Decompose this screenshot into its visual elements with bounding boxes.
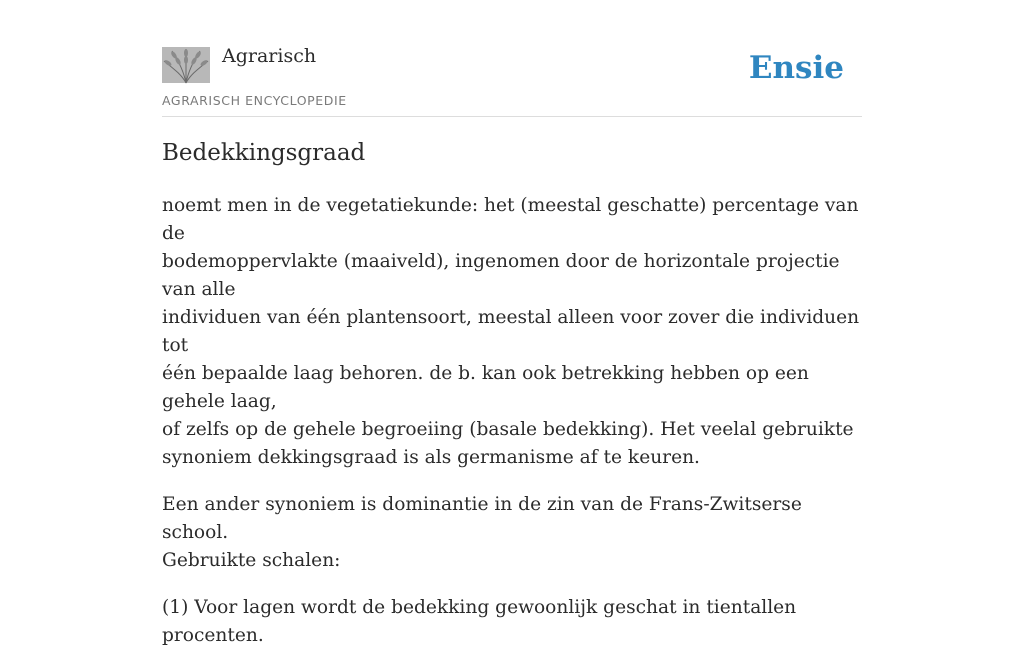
article-paragraph: noemt men in de vegetatiekunde: het (meestal geschatte) percentage van de bodemoppervlakte (maaiveld), ingenomen door de horizontale projectie van alle individuen van één plantensoort, meestal alleen voor zover die individuen tot één bepaalde laag behoren. de b. kan ook betrekking hebben op een gehele laag, of zelfs op de gehele begroeiing (basale bedekking). Het veelal gebruikte synoniem dekkingsgraad is als germanisme af te keuren. bbox=[162, 195, 860, 468]
article-title: Bedekkingsgraad bbox=[162, 140, 366, 166]
article-body bbox=[162, 192, 862, 669]
wheat-icon[interactable] bbox=[162, 47, 210, 83]
header bbox=[162, 0, 862, 117]
article-paragraph: Een ander synoniem is dominantie in de zin van de Frans-Zwitserse school. Gebruikte schalen: bbox=[162, 494, 802, 571]
brand-logo-link[interactable]: Ensie bbox=[748, 50, 844, 86]
content-container bbox=[162, 0, 862, 646]
article-paragraph: (1) Voor lagen wordt de bedekking gewoonlijk geschat in tientallen procenten. bbox=[162, 597, 797, 646]
source-subtitle: AGRARISCH ENCYCLOPEDIE bbox=[162, 93, 347, 108]
source-name-link[interactable]: Agrarisch bbox=[222, 45, 317, 67]
